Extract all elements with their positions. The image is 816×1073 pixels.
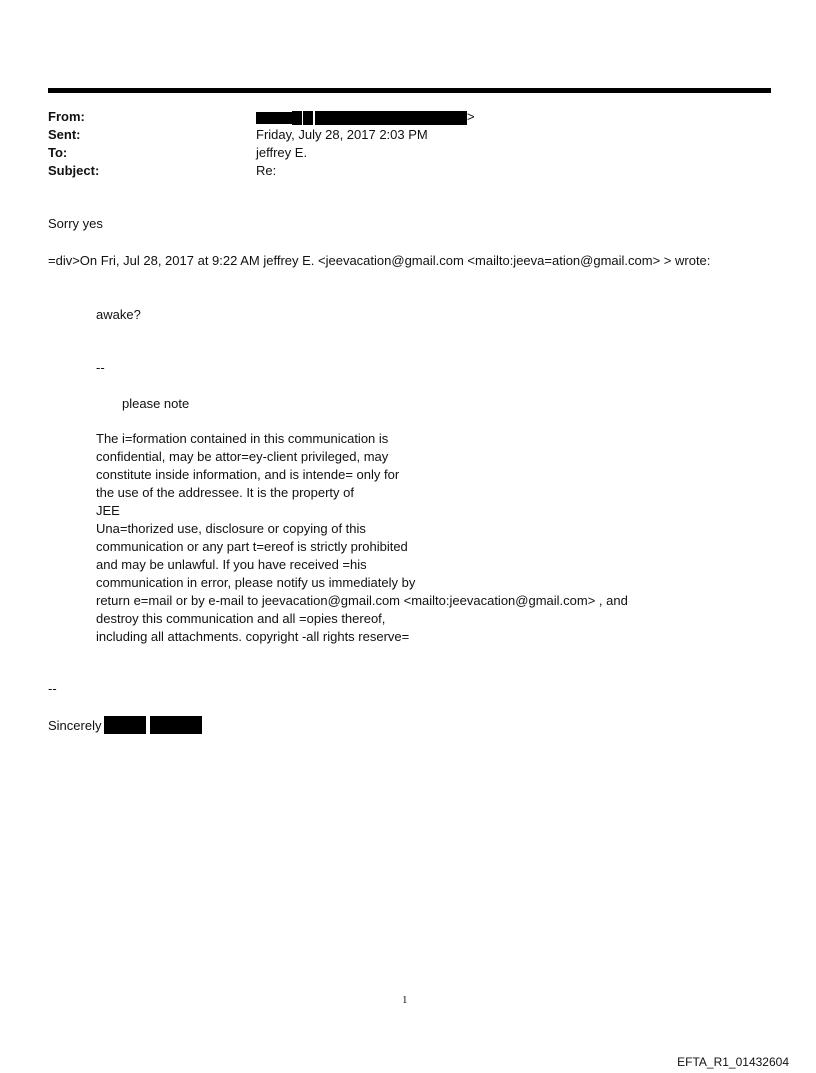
from-suffix: > xyxy=(467,109,475,124)
reply-text: Sorry yes xyxy=(48,216,103,231)
quoted-message: awake? xyxy=(96,307,141,322)
sent-value: Friday, July 28, 2017 2:03 PM xyxy=(256,127,428,142)
disclaimer-line: communication in error, please notify us immediately by xyxy=(96,575,416,590)
disclaimer-line: the use of the addressee. It is the property of xyxy=(96,485,354,500)
to-label: To: xyxy=(48,145,68,160)
from-value xyxy=(256,108,475,126)
disclaimer-line: communication or any part t=ereof is strictly prohibited xyxy=(96,539,408,554)
disclaimer-line: Una=thorized use, disclosure or copying of this xyxy=(96,521,366,536)
subject-label: Subject: xyxy=(48,163,100,178)
document-id: EFTA_R1_01432604 xyxy=(677,1055,789,1069)
sincerely-text: Sincerely xyxy=(48,718,102,733)
sent-row xyxy=(48,126,768,144)
disclaimer-line: and may be unlawful. If you have received =his xyxy=(96,557,367,572)
disclaimer-line: constitute inside information, and is intende= only for xyxy=(96,467,400,482)
quote-intro: =div>On Fri, Jul 28, 2017 at 9:22 AM jeffrey E. <jeevacation@gmail.com <mailto:jeeva=ation@gmail.com> > wrote: xyxy=(48,253,711,268)
to-value: jeffrey E. xyxy=(256,145,308,160)
from-row xyxy=(48,108,768,126)
disclaimer-line: JEE xyxy=(96,503,120,518)
redaction-box xyxy=(292,111,302,125)
header-rule xyxy=(48,88,771,93)
disclaimer-line: The i=formation contained in this communication is xyxy=(96,431,389,446)
disclaimer-line: confidential, may be attor=ey-client privileged, may xyxy=(96,449,389,464)
subject-row xyxy=(48,162,768,180)
disclaimer-line: including all attachments. copyright -all rights reserve= xyxy=(96,629,410,644)
page-number: 1 xyxy=(402,994,408,1006)
redaction-box xyxy=(150,716,202,734)
disclaimer-line: return e=mail or by e-mail to jeevacation@gmail.com <mailto:jeevacation@gmail.com> , and xyxy=(96,593,628,608)
to-row xyxy=(48,144,768,162)
signature-separator: -- xyxy=(96,360,105,375)
sent-label: Sent: xyxy=(48,127,81,142)
redaction-box xyxy=(256,112,292,124)
subject-value: Re: xyxy=(256,163,277,178)
redaction-box xyxy=(303,111,313,125)
disclaimer-line: destroy this communication and all =opies thereof, xyxy=(96,611,386,626)
disclaimer xyxy=(96,430,628,646)
signature xyxy=(48,716,202,735)
from-label: From: xyxy=(48,109,85,124)
email-header xyxy=(48,108,768,180)
please-note: please note xyxy=(122,396,190,411)
redaction-box xyxy=(315,111,467,125)
outer-separator: -- xyxy=(48,681,57,696)
redaction-box xyxy=(104,716,146,734)
